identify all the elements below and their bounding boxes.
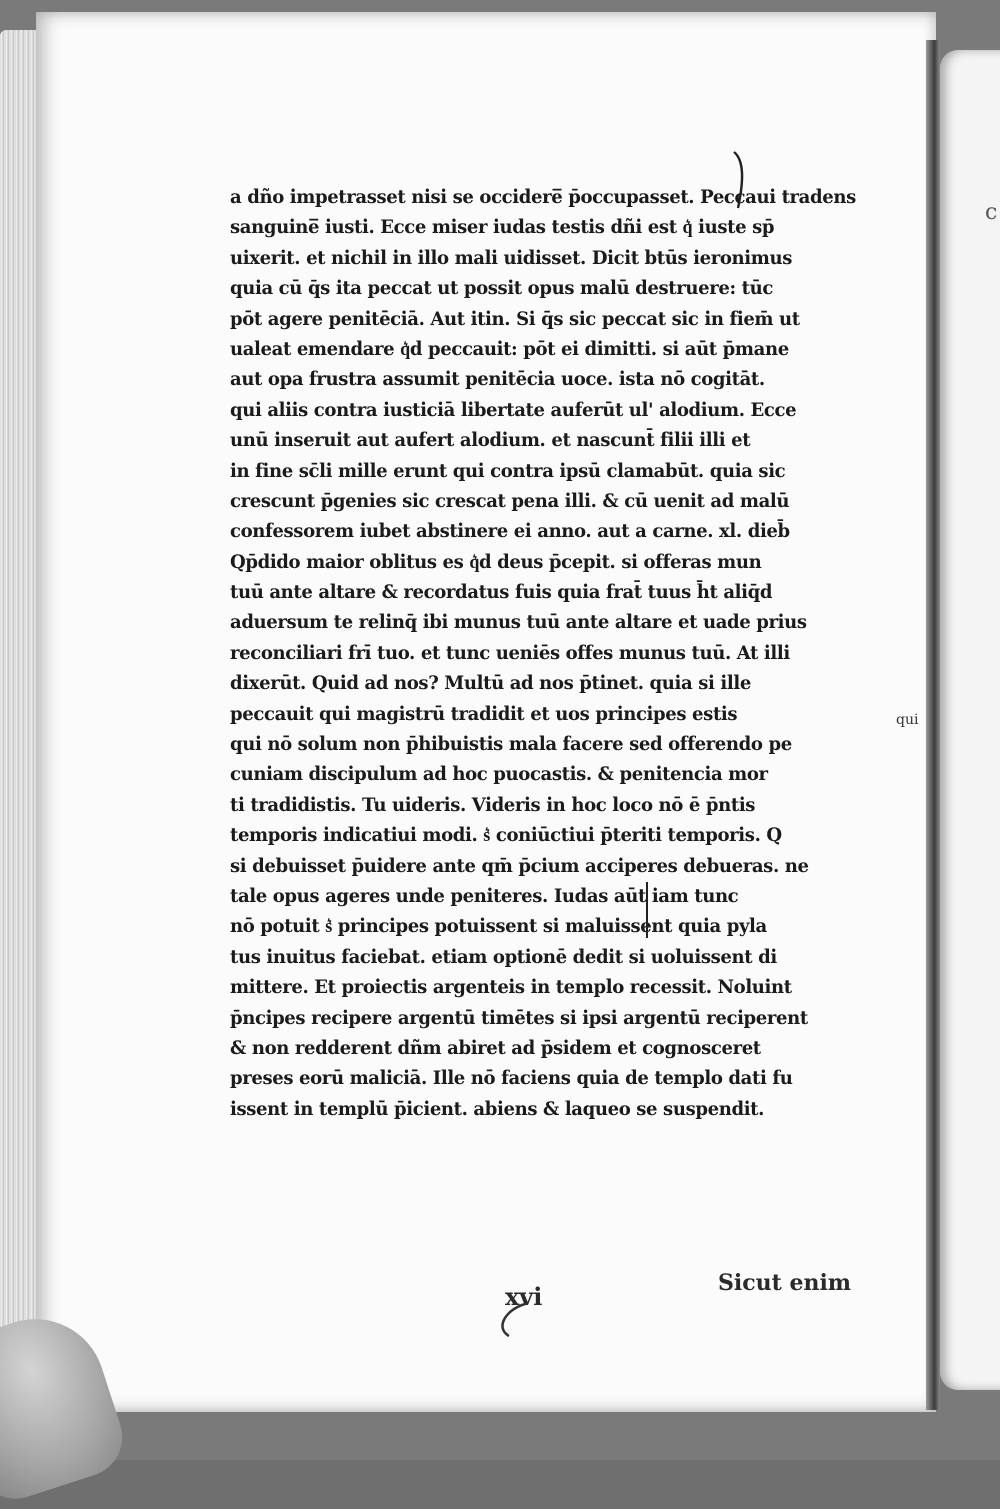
text-line: mittere. Et proiectis argenteis in templo recessit. Noluint xyxy=(230,976,792,999)
text-line: peccauit qui magistrū tradidit et uos principes estis xyxy=(230,702,738,725)
text-line: crescunt p̄genies sic crescat pena illi. & cū uenit ad malū xyxy=(230,489,790,512)
insertion-mark xyxy=(640,880,654,940)
text-line: reconciliari frī tuo. et tunc ueniēs offes munus tuū. At illi xyxy=(230,641,790,664)
text-line: issent in templū p̄icient. abiens & laqueo se suspendit. xyxy=(230,1097,765,1120)
text-line: sanguine̅ iusti. Ecce miser iudas testis dñi est q͛ iuste sp̄ xyxy=(230,216,775,239)
catchword: Sicut enim xyxy=(718,1270,852,1296)
text-line: unū inseruit aut aufert alodium. et nascunt̄ filii illi et xyxy=(230,429,751,452)
text-line: qui aliis contra iusticiā libertate auferūt ul' alodium. Ecce xyxy=(230,398,797,421)
text-line: qui nō solum non p̄hibuistis mala facere sed offerendo pe xyxy=(230,733,792,756)
text-line: Qp̄dido maior oblitus es q͛d deus p̄cepit. si offeras mun xyxy=(230,550,762,573)
text-line: pōt agere penitēciā. Aut itin. Si q̄s sic peccat sic in fiem̄ ut xyxy=(230,307,800,330)
text-line: cuniam discipulum ad hoc puocastis. & penitencia mor xyxy=(230,763,768,786)
text-column xyxy=(230,182,910,1124)
text-line: ualeat emendare q͛d peccauit: pōt ei dimitti. si aūt p̄mane xyxy=(230,337,789,360)
text-line: aut opa frustra assumit penitēcia uoce. ista nō cogitāt. xyxy=(230,368,765,391)
text-line: aduersum te relinq̄ ibi munus tuū ante altare et uade prius xyxy=(230,611,807,634)
text-line: tuū ante altare & recordatus fuis quia frat̄ tuus h̄t aliq̄d xyxy=(230,581,773,604)
facing-page-mark: c xyxy=(985,200,998,225)
text-line: si debuisset p̄uidere ante qm̄ p̄cium acciperes debueras. ne xyxy=(230,854,809,877)
text-line: uixerit. et nichil in illo mali uidisset. Dicit btūs ieronimus xyxy=(230,246,793,269)
text-line: in fine sc̄li mille erunt qui contra ipsū clamabūt. quia sic xyxy=(230,459,786,482)
text-line: nō potuit s͛ principes potuissent si maluissent quia pyla xyxy=(230,915,767,938)
text-line: ti tradidistis. Tu uideris. Videris in hoc loco nō ē p̄ntis xyxy=(230,793,756,816)
text-line: temporis indicatiui modi. s͛ coniūctiui p̄teriti temporis. Q xyxy=(230,824,782,847)
text-line: preses eorū maliciā. Ille nō faciens quia de templo dati fu xyxy=(230,1067,793,1090)
text-line: tale opus ageres unde peniteres. Iudas aūt iam tunc xyxy=(230,884,739,907)
facing-page-edge xyxy=(940,50,1000,1390)
text-line: dixerūt. Quid ad nos? Multū ad nos p̄tinet. quia si ille xyxy=(230,672,751,695)
book-gutter xyxy=(926,40,940,1410)
text-line: & non redderent dñm abiret ad p̄sidem et cognosceret xyxy=(230,1036,761,1059)
signature-flourish xyxy=(495,1300,535,1340)
page-edges xyxy=(0,30,40,1370)
text-line: tus inuitus faciebat. etiam optionē dedit si uoluissent di xyxy=(230,945,777,968)
text-line: quia cū q̄s ita peccat ut possit opus malū destruere: tūc xyxy=(230,277,773,300)
text-line: p̄ncipes recipere argentū timētes si ipsi argentū reciperent xyxy=(230,1006,808,1029)
quire-signature: xvi xyxy=(505,1282,543,1311)
text-line: a dño impetrasset nisi se occidere̅ p̄occupasset. Peccaui tradens xyxy=(230,186,856,208)
marginal-note: qui xyxy=(896,712,919,728)
text-line: confessorem iubet abstinere ei anno. aut a carne. xl. dieb̄ xyxy=(230,520,790,543)
